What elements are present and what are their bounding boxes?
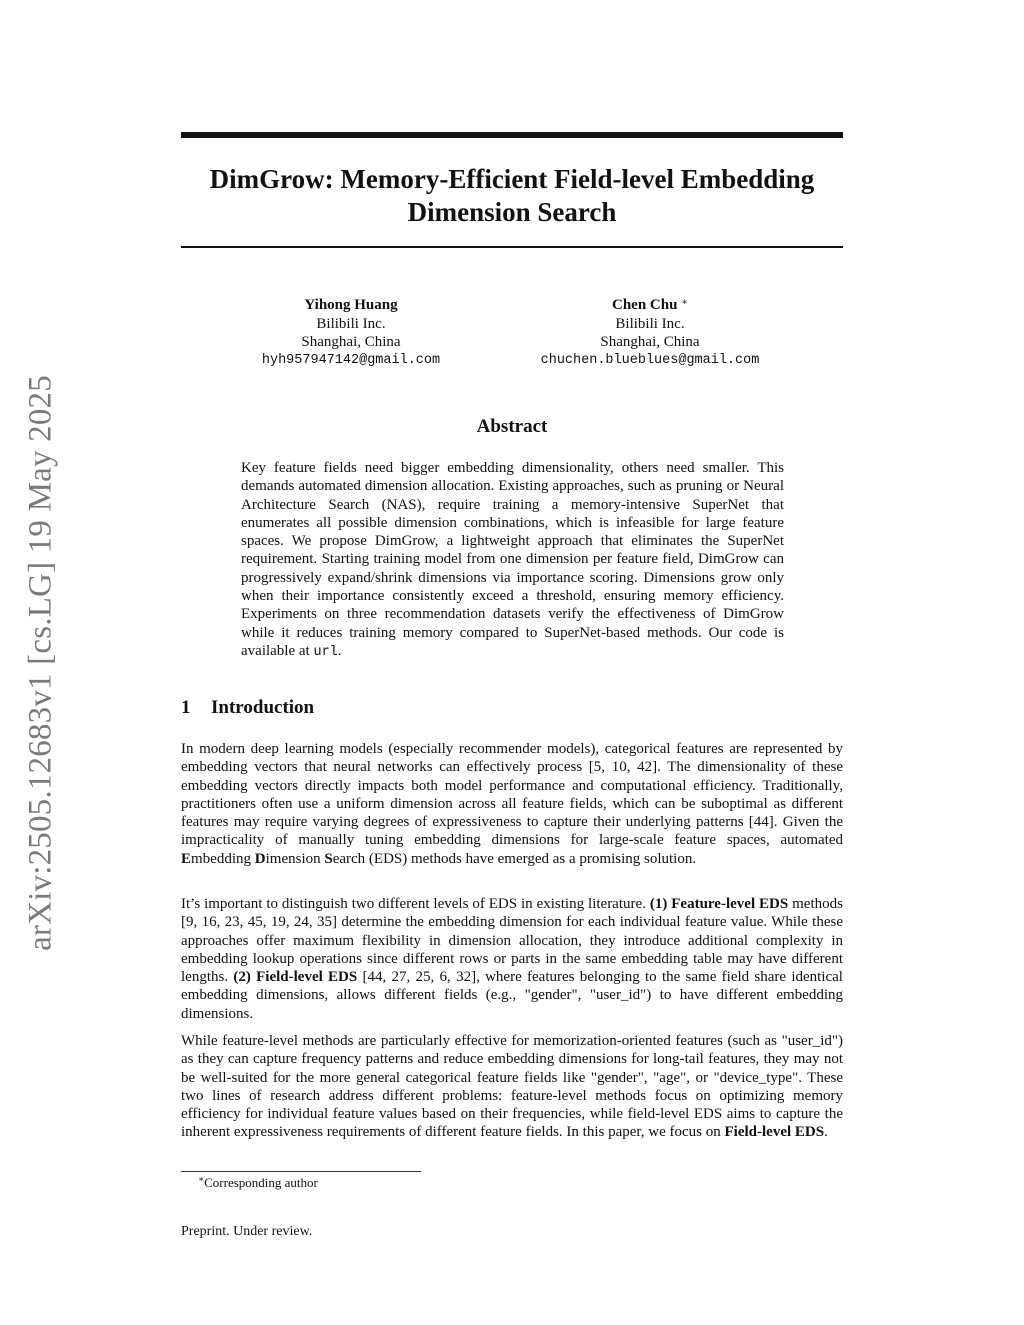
footnote-text: Corresponding author <box>204 1175 318 1190</box>
author-name: Chen Chu ∗ <box>612 297 688 313</box>
section-title: Introduction <box>211 697 315 718</box>
author-affiliation: Bilibili Inc. <box>615 315 685 332</box>
footnote-rule <box>181 1171 421 1172</box>
section-heading-introduction <box>181 697 314 719</box>
intro-paragraph-2: It’s important to distinguish two different levels of EDS in existing literature. (1) Feature-level EDS methods [9, 16, 23, 45, 19, 24, 35] determine the embedding dimension for each individual feature value. While these approaches offer maximum flexibility in dimension allocation, they introduce additional complexity in embedding lookup operations since different rows or parts in the same embedding table may have different lengths. (2) Field-level EDS [44, 27, 25, 6, 32], where features belonging to the same field share identical embedding dimensions, allows different fields (e.g., "gender", "user_id") to have different embedding dimensions. <box>181 896 843 1022</box>
section-number: 1 <box>181 697 191 718</box>
intro-paragraph-1: In modern deep learning models (especially recommender models), categorical features are represented by embedding vectors that neural networks can effectively process [5, 10, 42]. The dimensionality of these embedding vectors directly impacts both model performance and computational efficiency. Traditionally, practitioners often use a uniform dimension across all feature fields, which can be suboptimal as different features may require varying degrees of expressiveness to capture their underlying patterns [44]. Given the impracticality of manually tuning embedding dimensions for large-scale feature spaces, automated Embedding Dimension Search (EDS) methods have emerged as a promising solution. <box>181 741 843 867</box>
author-location: Shanghai, China <box>600 334 700 350</box>
code-url-link[interactable]: url <box>313 644 338 660</box>
abstract-heading: Abstract <box>476 416 548 437</box>
field-level-eds-term: (2) Field-level EDS <box>233 969 358 986</box>
author-name: Yihong Huang <box>304 297 398 313</box>
author-location: Shanghai, China <box>301 334 401 350</box>
footnote-mark: ∗ <box>198 1174 205 1184</box>
author-block-1 <box>201 296 501 370</box>
footnote <box>198 1175 318 1191</box>
title-line-2: Dimension Search <box>407 197 617 227</box>
preprint-notice: Preprint. Under review. <box>181 1224 313 1239</box>
author-affiliation: Bilibili Inc. <box>316 315 386 332</box>
abstract-text: Key feature fields need bigger embedding dimensionality, others need smaller. This demands automated dimension allocation. Existing approaches, such as pruning or Neural Architecture Search (NAS), require training a memory-intensive SuperNet that enumerates all possible dimension combinations, which is infeasible for large feature spaces. We propose DimGrow, a lightweight approach that eliminates the SuperNet requirement. Starting training model from one dimension per feature field, DimGrow can progressively expand/shrink dimensions via importance scoring. Dimensions grow only when their importance consistently exceed a threshold, ensuring memory efficiency. Experiments on three recommendation datasets verify the effectiveness of DimGrow while it reduces training memory compared to SuperNet-based methods. Our code is available at url. <box>241 460 784 660</box>
author-block-2 <box>500 296 800 370</box>
arxiv-identifier-stamp: arXiv:2505.12683v1 [cs.LG] 19 May 2025 <box>22 375 59 951</box>
title-top-rule <box>181 132 843 138</box>
corresponding-author-mark: ∗ <box>681 297 688 308</box>
author-email[interactable]: hyh957947142@gmail.com <box>261 352 441 368</box>
feature-level-eds-term: (1) Feature-level EDS <box>649 896 789 912</box>
intro-paragraph-3: While feature-level methods are particularly effective for memorization-oriented features (such as "user_id") as they can capture frequency patterns and reduce embedding dimensions for long-tail features, they may not be well-suited for the more general categorical feature fields like "gender", "age", or "device_type". These two lines of research address different problems: feature-level methods focus on optimizing memory efficiency for individual feature values based on their frequencies, while field-level EDS aims to capture the inherent expressiveness requirements of different feature fields. In this paper, we focus on Field-level EDS. <box>181 1033 843 1141</box>
author-email[interactable]: chuchen.blueblues@gmail.com <box>540 352 760 368</box>
title-line-1: DimGrow: Memory-Efficient Field-level Embedding <box>209 164 815 194</box>
field-level-eds-focus: Field-level EDS <box>724 1124 825 1141</box>
paper-title <box>181 163 843 229</box>
title-bottom-rule <box>181 246 843 248</box>
